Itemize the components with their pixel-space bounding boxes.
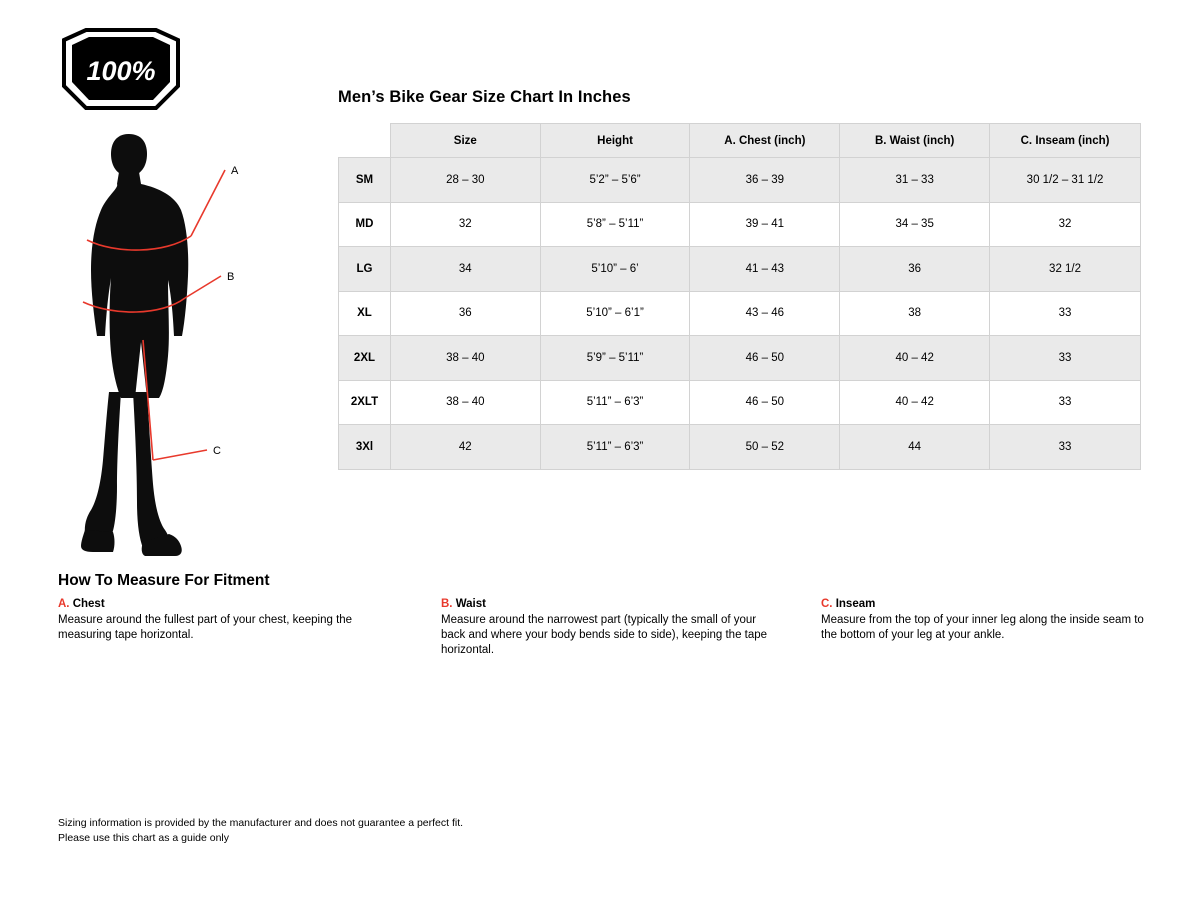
measure-item-waist <box>441 598 771 659</box>
measure-body-waist: Measure around the narrowest part (typically the small of your back and where your body bends side to side), keeping the tape horizontal. <box>441 614 768 657</box>
cell-height: 5’11” – 6’3” <box>540 380 690 425</box>
table-row <box>339 291 1141 336</box>
cell-inseam: 32 1/2 <box>990 247 1141 292</box>
cell-size: 38 – 40 <box>390 380 540 425</box>
table-row <box>339 158 1141 203</box>
cell-size: 42 <box>390 425 540 470</box>
cell-size: 36 <box>390 291 540 336</box>
measure-item-inseam <box>821 598 1151 643</box>
measure-head-waist <box>441 598 771 610</box>
disclaimer <box>58 816 463 846</box>
disclaimer-line-1: Sizing information is provided by the manufacturer and does not guarantee a perfect fit. <box>58 817 464 829</box>
cell-height: 5’8” – 5’11” <box>540 202 690 247</box>
cell-inseam: 33 <box>990 291 1141 336</box>
table-row <box>339 425 1141 470</box>
measure-head-chest <box>58 598 388 610</box>
measure-body-inseam: Measure from the top of your inner leg along the inside seam to the bottom of your leg at your ankle. <box>821 614 1144 642</box>
size-chart-table <box>338 123 1141 470</box>
table-header-row <box>339 124 1141 158</box>
cell-height: 5’9” – 5’11” <box>540 336 690 381</box>
table-row <box>339 202 1141 247</box>
table-row <box>339 247 1141 292</box>
cell-chest: 36 – 39 <box>690 158 840 203</box>
cell-chest: 46 – 50 <box>690 336 840 381</box>
row-label-2xlt: 2XLT <box>339 380 391 425</box>
page-title: Men’s Bike Gear Size Chart In Inches <box>338 88 631 106</box>
cell-waist: 38 <box>840 291 990 336</box>
howto-title: How To Measure For Fitment <box>58 572 270 589</box>
disclaimer-line-2: Please use this chart as a guide only <box>58 832 230 845</box>
row-label-3xl: 3Xl <box>339 425 391 470</box>
figure-label-b: B <box>227 271 235 283</box>
cell-chest: 50 – 52 <box>690 425 840 470</box>
svg-text:100%: 100% <box>86 56 156 86</box>
measure-name-waist: Waist <box>455 598 486 610</box>
measure-letter-b: B. <box>441 598 453 610</box>
table-header-chest: A. Chest (inch) <box>690 124 840 158</box>
cell-waist: 44 <box>840 425 990 470</box>
table-header-inseam: C. Inseam (inch) <box>990 124 1141 158</box>
cell-inseam: 33 <box>990 425 1141 470</box>
table-header-size: Size <box>390 124 540 158</box>
cell-size: 38 – 40 <box>390 336 540 381</box>
cell-height: 5’10” – 6’1” <box>540 291 690 336</box>
cell-chest: 46 – 50 <box>690 380 840 425</box>
row-label-xl: XL <box>339 291 391 336</box>
cell-inseam: 33 <box>990 336 1141 381</box>
table-header-height: Height <box>540 124 690 158</box>
cell-inseam: 32 <box>990 202 1141 247</box>
cell-waist: 40 – 42 <box>840 380 990 425</box>
cell-height: 5’11” – 6’3” <box>540 425 690 470</box>
figure-silhouette <box>81 134 188 556</box>
row-label-2xl: 2XL <box>339 336 391 381</box>
table-row <box>339 336 1141 381</box>
cell-waist: 34 – 35 <box>840 202 990 247</box>
cell-chest: 39 – 41 <box>690 202 840 247</box>
cell-waist: 31 – 33 <box>840 158 990 203</box>
figure-label-c: C <box>213 445 221 457</box>
table-header-corner <box>339 124 391 158</box>
cell-inseam: 30 1/2 – 31 1/2 <box>990 158 1141 203</box>
measure-letter-a: A. <box>58 598 70 610</box>
row-label-sm: SM <box>339 158 391 203</box>
cell-chest: 43 – 46 <box>690 291 840 336</box>
cell-height: 5’10” – 6’ <box>540 247 690 292</box>
cell-inseam: 33 <box>990 380 1141 425</box>
measure-name-inseam: Inseam <box>835 598 876 610</box>
cell-size: 32 <box>390 202 540 247</box>
cell-chest: 41 – 43 <box>690 247 840 292</box>
measure-item-chest <box>58 598 388 643</box>
figure-label-a: A <box>231 165 239 177</box>
row-label-lg: LG <box>339 247 391 292</box>
row-label-md: MD <box>339 202 391 247</box>
100-percent-logo <box>60 28 182 110</box>
cell-size: 34 <box>390 247 540 292</box>
measure-name-chest: Chest <box>72 598 105 610</box>
measure-letter-c: C. <box>821 598 833 610</box>
cell-size: 28 – 30 <box>390 158 540 203</box>
cell-height: 5’2” – 5’6” <box>540 158 690 203</box>
table-row <box>339 380 1141 425</box>
cell-waist: 36 <box>840 247 990 292</box>
cell-waist: 40 – 42 <box>840 336 990 381</box>
table-header-waist: B. Waist (inch) <box>840 124 990 158</box>
measure-body-chest: Measure around the fullest part of your chest, keeping the measuring tape horizontal. <box>58 614 353 642</box>
body-measurement-figure <box>55 130 285 560</box>
measure-head-inseam <box>821 598 1151 610</box>
